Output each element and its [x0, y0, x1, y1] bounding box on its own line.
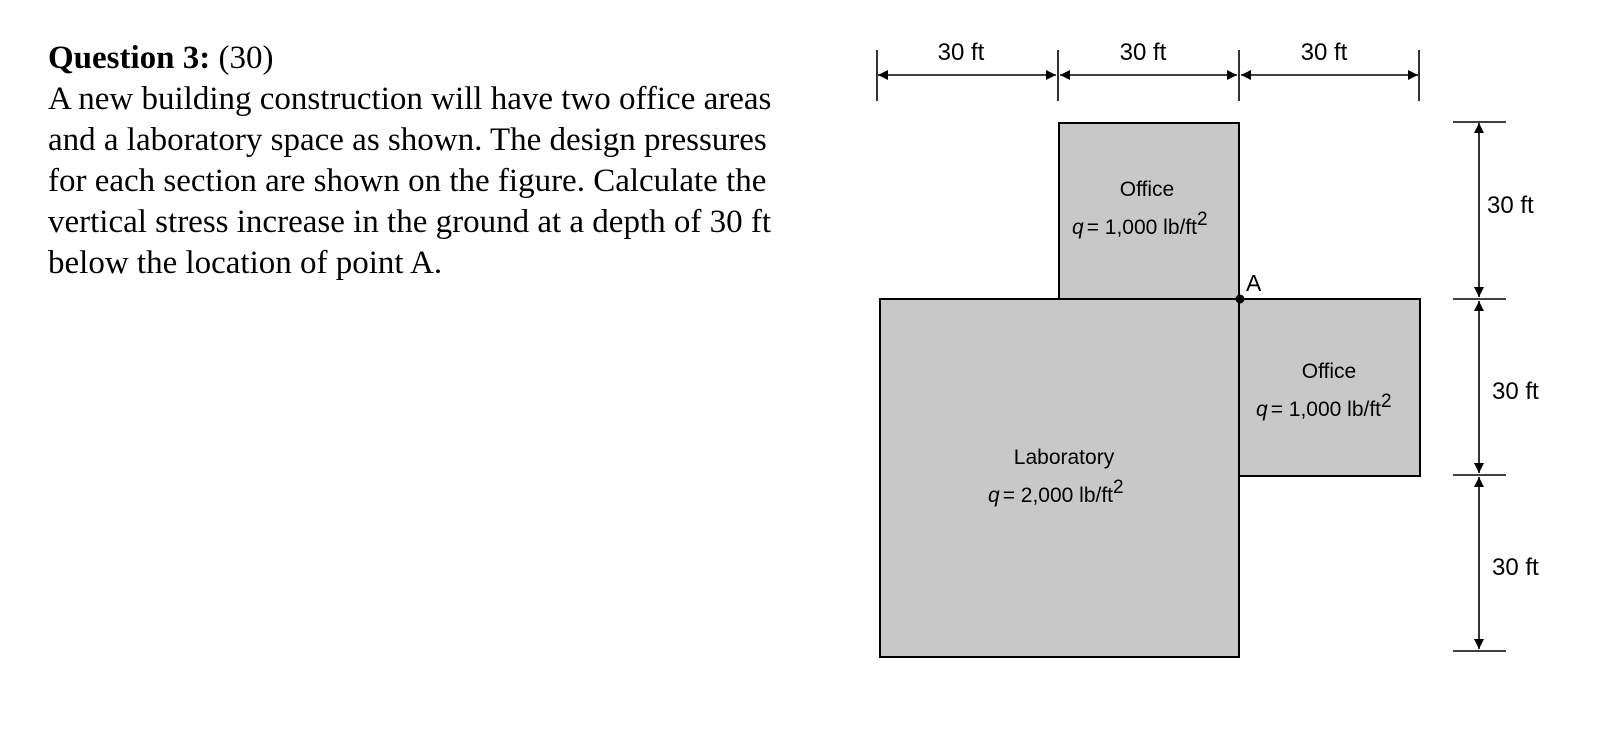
pressure-value: = 1,000 lb/ft [1270, 398, 1382, 421]
question-text-line: A new building construction will have two office areas [48, 81, 772, 117]
office-right-name: Office [1301, 360, 1357, 383]
pressure-value: = 2,000 lb/ft [1002, 484, 1114, 507]
office-top-name: Office [1119, 178, 1175, 201]
question-text-line: vertical stress increase in the ground at a depth of 30 ft [48, 204, 772, 240]
top-dimension-label: 30 ft [1300, 39, 1348, 66]
top-dimension-label: 30 ft [937, 39, 985, 66]
right-dimension-label: 30 ft [1492, 554, 1539, 581]
point-a-marker [1236, 295, 1245, 304]
pressure-exponent: 2 [1381, 391, 1392, 412]
right-dimension-label: 30 ft [1492, 378, 1539, 405]
right-dimension-label: 30 ft [1487, 192, 1534, 219]
office-top-area [1059, 123, 1239, 299]
question-text-line: for each section are shown on the figure. Calculate the [48, 163, 767, 199]
point-a-label: A [1246, 270, 1262, 296]
pressure-exponent: 2 [1113, 477, 1124, 498]
question-points: (30) [218, 40, 274, 76]
office-right-area [1239, 299, 1420, 476]
pressure-symbol: q [1256, 398, 1268, 421]
laboratory-area [880, 299, 1239, 657]
question-text-line: and a laboratory space as shown. The design pressures [48, 122, 767, 158]
question-text-line: below the location of point A. [48, 245, 443, 281]
pressure-symbol: q [988, 484, 1000, 507]
pressure-value: = 1,000 lb/ft [1086, 216, 1198, 239]
laboratory-name: Laboratory [1013, 446, 1115, 469]
top-dimension-label: 30 ft [1119, 39, 1167, 66]
pressure-symbol: q [1072, 216, 1084, 239]
question-label: Question 3: [48, 40, 211, 76]
pressure-exponent: 2 [1197, 209, 1208, 230]
